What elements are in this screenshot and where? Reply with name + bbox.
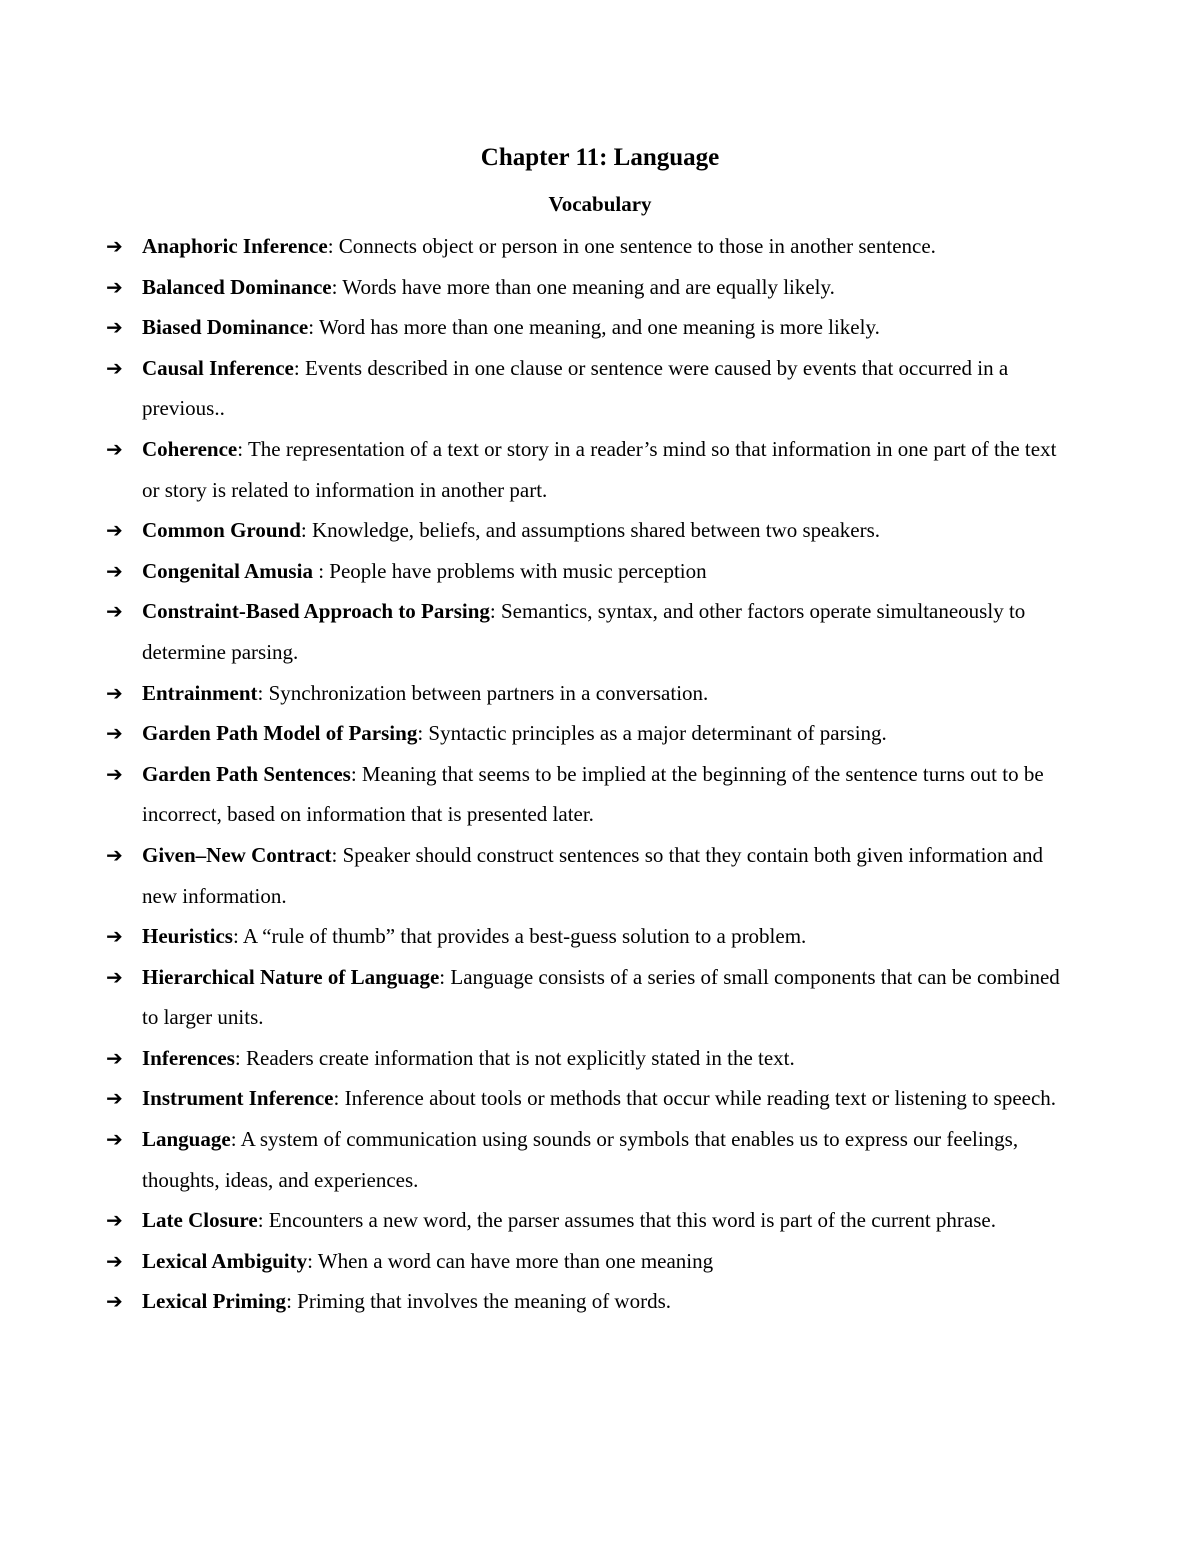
vocab-item xyxy=(106,429,1066,510)
arrow-bullet-icon: ➔ xyxy=(106,1086,123,1111)
vocab-definition: : Language consists of a series of small components that can be combined to larger units. xyxy=(142,964,1060,1030)
section-heading: Vocabulary xyxy=(548,192,652,216)
vocab-definition: : People have problems with music perception xyxy=(312,558,707,583)
vocab-term: Language xyxy=(142,1127,231,1152)
arrow-bullet-icon: ➔ xyxy=(106,274,123,299)
vocab-term: Garden Path Model of Parsing xyxy=(142,721,418,746)
vocab-term: Congenital Amusia xyxy=(142,558,313,583)
vocab-definition: : Synchronization between partners in a conversation. xyxy=(257,680,709,705)
arrow-bullet-icon: ➔ xyxy=(106,1208,123,1233)
vocab-definition: : Readers create information that is not explicitly stated in the text. xyxy=(234,1045,795,1070)
vocab-item xyxy=(106,1119,1066,1200)
vocab-term: Balanced Dominance xyxy=(142,274,332,299)
arrow-bullet-icon: ➔ xyxy=(106,964,123,989)
arrow-bullet-icon: ➔ xyxy=(106,234,123,258)
vocab-term: Entrainment xyxy=(142,680,258,705)
vocab-definition: : Syntactic principles as a major determinant of parsing. xyxy=(417,721,887,746)
vocab-definition: : A system of communication using sounds or symbols that enables us to express our feelings, thoughts, ideas, and experiences. xyxy=(142,1127,1019,1192)
arrow-bullet-icon: ➔ xyxy=(106,842,123,867)
vocab-term: Inferences xyxy=(142,1045,235,1070)
vocab-definition: : The representation of a text or story in a reader’s mind so that information in one part of the text or story is related to information in another part. xyxy=(142,436,1057,502)
vocab-definition: : Encounters a new word, the parser assumes that this word is part of the current phrase. xyxy=(257,1208,996,1233)
arrow-bullet-icon: ➔ xyxy=(106,355,123,380)
arrow-bullet-icon: ➔ xyxy=(106,924,123,949)
arrow-bullet-icon: ➔ xyxy=(106,518,123,543)
arrow-bullet-icon: ➔ xyxy=(106,315,123,340)
arrow-bullet-icon: ➔ xyxy=(106,761,123,786)
arrow-bullet-icon: ➔ xyxy=(106,558,123,583)
vocab-term: Causal Inference xyxy=(142,355,294,380)
vocab-item xyxy=(106,307,1066,348)
vocab-definition: : A “rule of thumb” that provides a best-guess solution to a problem. xyxy=(232,924,807,949)
vocab-item xyxy=(106,916,1066,957)
arrow-bullet-icon: ➔ xyxy=(106,1289,123,1314)
arrow-bullet-icon: ➔ xyxy=(106,436,123,461)
vocab-term: Common Ground xyxy=(142,518,301,543)
vocab-term: Coherence xyxy=(142,436,238,461)
vocab-term: Biased Dominance xyxy=(142,315,309,340)
vocab-definition: : Meaning that seems to be implied at the beginning of the sentence turns out to be incorrect, based on information that is presented later. xyxy=(142,761,1044,827)
vocab-term: Given–New Contract xyxy=(142,842,332,867)
vocab-item xyxy=(106,754,1066,835)
vocabulary-list xyxy=(106,226,1066,1322)
vocab-item xyxy=(106,957,1066,1038)
vocab-item xyxy=(106,673,1066,714)
vocab-item xyxy=(106,1241,1066,1282)
vocab-definition: : Words have more than one meaning and are equally likely. xyxy=(331,274,835,299)
vocab-definition: : When a word can have more than one meaning xyxy=(307,1248,714,1273)
vocab-item xyxy=(106,1200,1066,1241)
vocab-definition: : Events described in one clause or sentence were caused by events that occurred in a previous.. xyxy=(142,355,1009,421)
vocab-term: Heuristics xyxy=(142,924,233,949)
vocab-item xyxy=(106,1038,1066,1079)
vocab-definition: : Speaker should construct sentences so that they contain both given information and new information. xyxy=(142,842,1044,908)
arrow-bullet-icon: ➔ xyxy=(106,721,123,746)
vocab-term: Hierarchical Nature of Language xyxy=(142,964,440,989)
vocab-item xyxy=(106,551,1066,592)
vocab-item xyxy=(106,1281,1066,1322)
vocab-item xyxy=(106,1078,1066,1119)
page-title: Chapter 11: Language xyxy=(480,144,720,171)
vocab-definition: : Inference about tools or methods that occur while reading text or listening to speech. xyxy=(333,1086,1057,1111)
vocab-definition: : Knowledge, beliefs, and assumptions shared between two speakers. xyxy=(300,518,881,543)
vocab-definition: : Semantics, syntax, and other factors operate simultaneously to determine parsing. xyxy=(142,599,1026,664)
arrow-bullet-icon: ➔ xyxy=(106,1045,123,1070)
vocab-term: Constraint-Based Approach to Parsing xyxy=(142,599,490,624)
vocab-term: Instrument Inference xyxy=(142,1086,334,1111)
arrow-bullet-icon: ➔ xyxy=(106,1127,123,1152)
vocab-item xyxy=(106,713,1066,754)
vocab-term: Lexical Priming xyxy=(142,1289,287,1314)
vocab-term: Anaphoric Inference xyxy=(142,234,328,258)
vocab-item xyxy=(106,226,1066,267)
arrow-bullet-icon: ➔ xyxy=(106,1248,123,1273)
vocab-definition: : Word has more than one meaning, and one meaning is more likely. xyxy=(308,315,880,340)
vocab-definition: : Connects object or person in one sentence to those in another sentence. xyxy=(327,234,936,258)
vocab-item xyxy=(106,267,1066,308)
vocab-term: Garden Path Sentences xyxy=(142,761,351,786)
vocab-definition: : Priming that involves the meaning of words. xyxy=(286,1289,672,1314)
vocab-term: Late Closure xyxy=(142,1208,258,1233)
arrow-bullet-icon: ➔ xyxy=(106,599,123,624)
vocab-item xyxy=(106,348,1066,429)
vocab-term: Lexical Ambiguity xyxy=(142,1248,308,1273)
vocab-item xyxy=(106,591,1066,672)
vocab-item xyxy=(106,510,1066,551)
vocab-item xyxy=(106,835,1066,916)
arrow-bullet-icon: ➔ xyxy=(106,680,123,705)
